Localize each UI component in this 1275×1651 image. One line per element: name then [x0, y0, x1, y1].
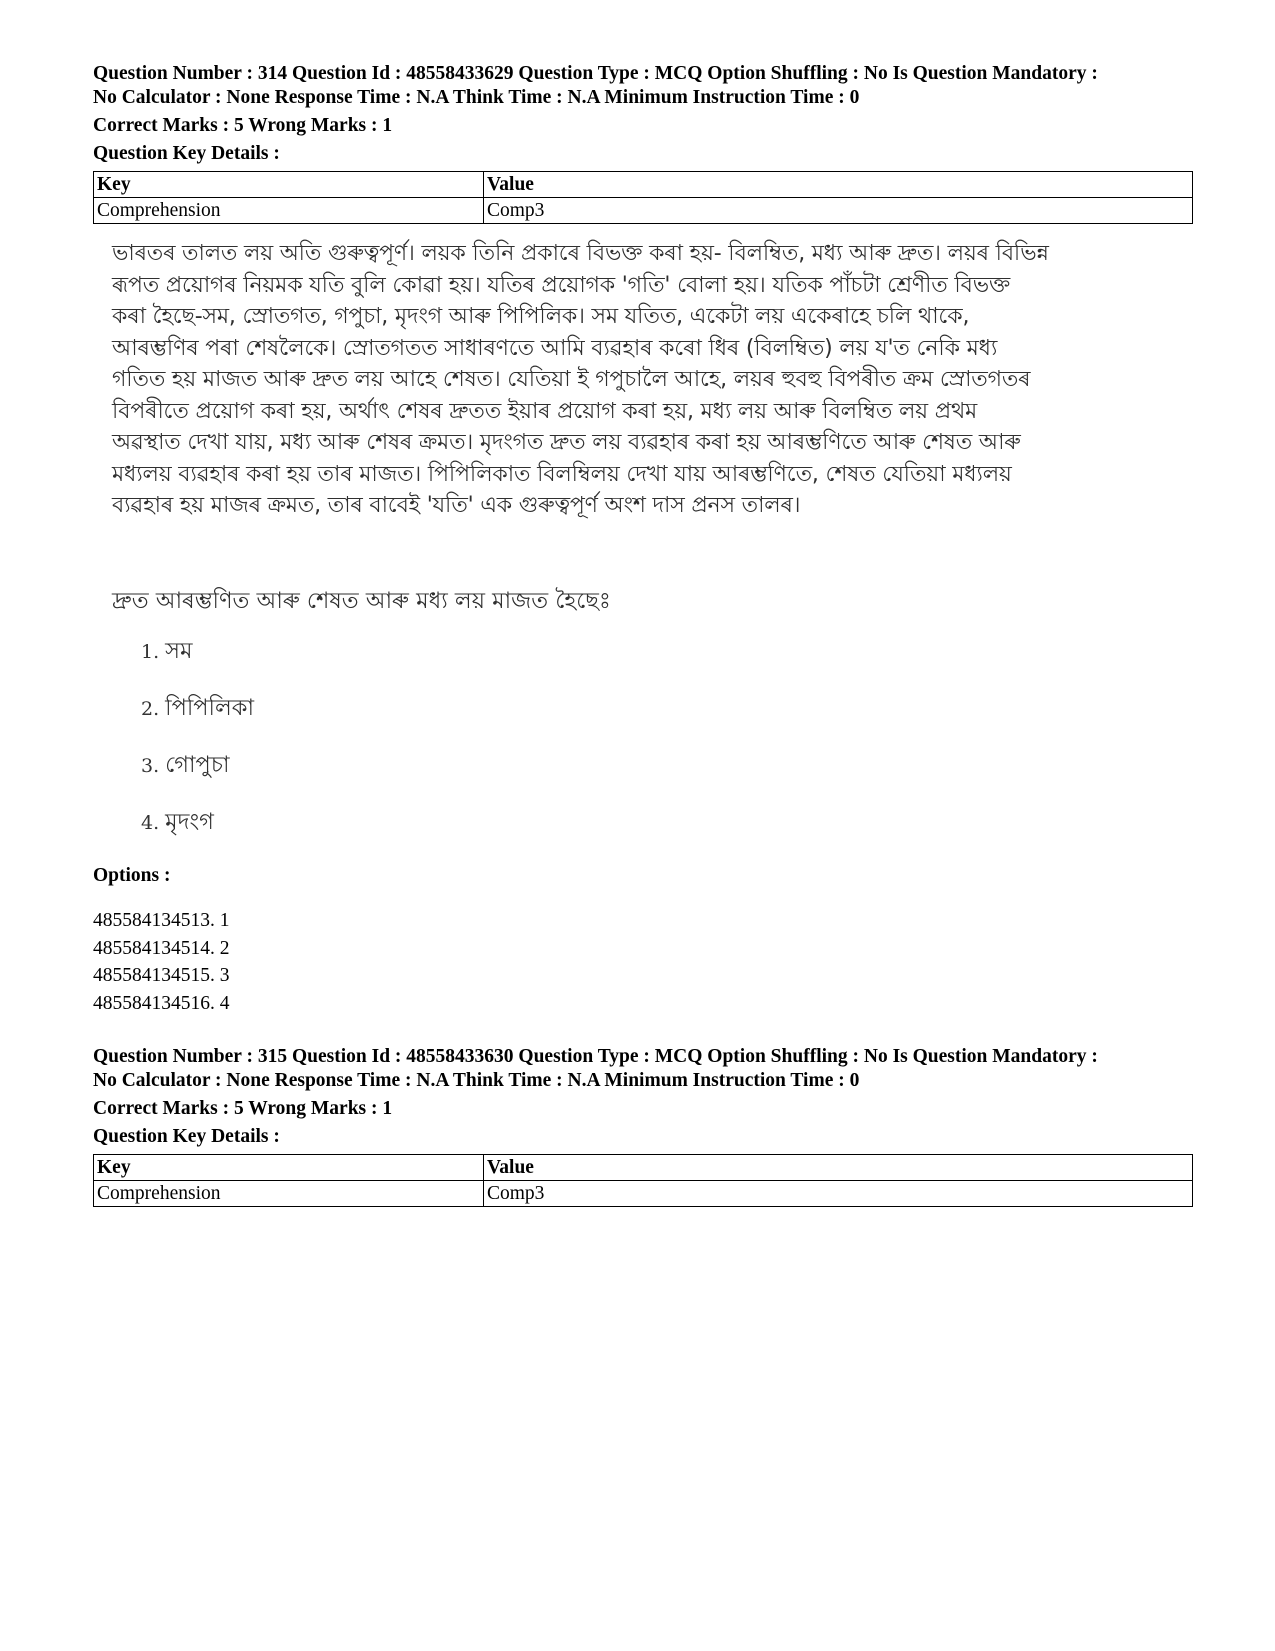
choice-text: মৃদংগ: [165, 808, 214, 835]
table-header-row: [94, 1155, 1193, 1181]
question-meta-line-1: Question Number : 314 Question Id : 48558433629 Question Type : MCQ Option Shuffling : No Is Question Mandatory :: [93, 63, 1098, 84]
passage-line: গতিত হয় মাজত আৰু দ্ৰুত লয় আহে শেষত। যেতিয়া ই গপুচালৈ আহে, লয়ৰ হুবহু বিপৰীত ক্ৰম স্ৰোতগতৰ: [112, 367, 1031, 392]
option-line: 485584134513. 1: [93, 910, 230, 931]
question-block-315: [93, 1045, 1193, 1207]
choice-text: গোপুচা: [165, 751, 230, 778]
question-stem: দ্ৰুত আৰম্ভণিত আৰু শেষত আৰু মধ্য লয় মাজত হৈছেঃ: [112, 587, 611, 614]
table-header-value: Value: [484, 172, 1193, 198]
question-meta-line-2: No Calculator : None Response Time : N.A Think Time : N.A Minimum Instruction Time : 0: [93, 87, 860, 108]
choice-number: 4.: [141, 811, 160, 834]
choice-number: 2.: [141, 697, 160, 720]
choice-list: [141, 636, 1132, 838]
key-details-table: [93, 1154, 1193, 1207]
table-cell-value: Comp3: [484, 198, 1193, 224]
passage-line: ভাৰতৰ তালত লয় অতি গুৰুত্বপূৰ্ণ। লয়ক তিনি প্ৰকাৰে বিভক্ত কৰা হয়- বিলম্বিত, মধ্য আৰু দ্ৰুত। লয়ৰ বিভিন্ন: [112, 241, 1049, 266]
table-header-key: Key: [94, 172, 484, 198]
comprehension-passage: [112, 238, 1132, 522]
passage-line: মধ্যলয় ব্যৱহাৰ কৰা হয় তাৰ মাজত। পিপিলিকাত বিলম্বিলয় দেখা যায় আৰম্ভণিতে, শেষত যেতিয়া মধ্যলয়: [112, 461, 1012, 487]
question-meta-line-2: No Calculator : None Response Time : N.A Think Time : N.A Minimum Instruction Time : 0: [93, 1070, 860, 1091]
marks-line: Correct Marks : 5 Wrong Marks : 1: [93, 115, 393, 136]
table-cell-key: Comprehension: [94, 1181, 484, 1207]
key-details-heading: Question Key Details :: [93, 143, 280, 164]
choice-number: 1.: [141, 640, 160, 663]
choice-text: সম: [165, 637, 193, 664]
passage-line: ব্যৱহাৰ হয় মাজৰ ক্ৰমত, তাৰ বাবেই 'যতি' এক গুৰুত্বপূৰ্ণ অংশ দাস প্ৰনস তালৰ।: [112, 493, 801, 518]
choice-item: [141, 636, 1132, 667]
passage-line: কৰা হৈছে-সম, স্ৰোতগত, গপুচা, মৃদংগ আৰু পিপিলিক। সম যতিত, একেটা লয় একেৰাহে চলি থাকে,: [112, 304, 970, 329]
choice-item: [141, 750, 1132, 781]
table-row: [94, 1181, 1193, 1207]
comprehension-image: [112, 238, 1132, 838]
options-heading: Options :: [93, 864, 171, 886]
key-details-heading: Question Key Details :: [93, 1126, 280, 1147]
option-line: 485584134515. 3: [93, 965, 230, 986]
question-meta-line-1: Question Number : 315 Question Id : 48558433630 Question Type : MCQ Option Shuffling : No Is Question Mandatory :: [93, 1046, 1098, 1067]
table-header-value: Value: [484, 1155, 1193, 1181]
document-page: [93, 62, 1193, 1207]
choice-number: 3.: [141, 754, 160, 777]
table-header-row: [94, 172, 1193, 198]
option-line: 485584134516. 4: [93, 992, 230, 1014]
marks-line: Correct Marks : 5 Wrong Marks : 1: [93, 1098, 393, 1119]
table-header-key: Key: [94, 1155, 484, 1181]
passage-line: ৰূপত প্ৰয়োগৰ নিয়মক যতি বুলি কোৱা হয়। যতিৰ প্ৰয়োগক 'গতি' বোলা হয়। যতিক পাঁচটা শ্ৰেণীত বিভক্ত: [112, 272, 1011, 298]
passage-line: বিপৰীতে প্ৰয়োগ কৰা হয়, অৰ্থাৎ শেষৰ দ্ৰুতত ইয়াৰ প্ৰয়োগ কৰা হয়, মধ্য লয় আৰু বিলম্বিত লয় প্ৰথম: [112, 398, 978, 424]
table-row: [94, 198, 1193, 224]
passage-line: আৰম্ভণিৰ পৰা শেষলৈকে। স্ৰোতগতত সাধাৰণতে আমি ব্যৱহাৰ কৰো ধিৰ (বিলম্বিত) লয় য'ত নেকি মধ্য: [112, 335, 998, 361]
table-cell-key: Comprehension: [94, 198, 484, 224]
choice-item: [141, 693, 1132, 724]
table-cell-value: Comp3: [484, 1181, 1193, 1207]
option-line: 485584134514. 2: [93, 937, 230, 959]
passage-line: অৱস্থাত দেখা যায়, মধ্য আৰু শেষৰ ক্ৰমত। মৃদংগত দ্ৰুত লয় ব্যৱহাৰ কৰা হয় আৰম্ভণিতে আৰু শেষত আৰু: [112, 430, 1021, 455]
choice-item: [141, 807, 1132, 838]
question-block-314: [93, 62, 1193, 1017]
choice-text: পিপিলিকা: [165, 694, 255, 721]
key-details-table: [93, 171, 1193, 224]
